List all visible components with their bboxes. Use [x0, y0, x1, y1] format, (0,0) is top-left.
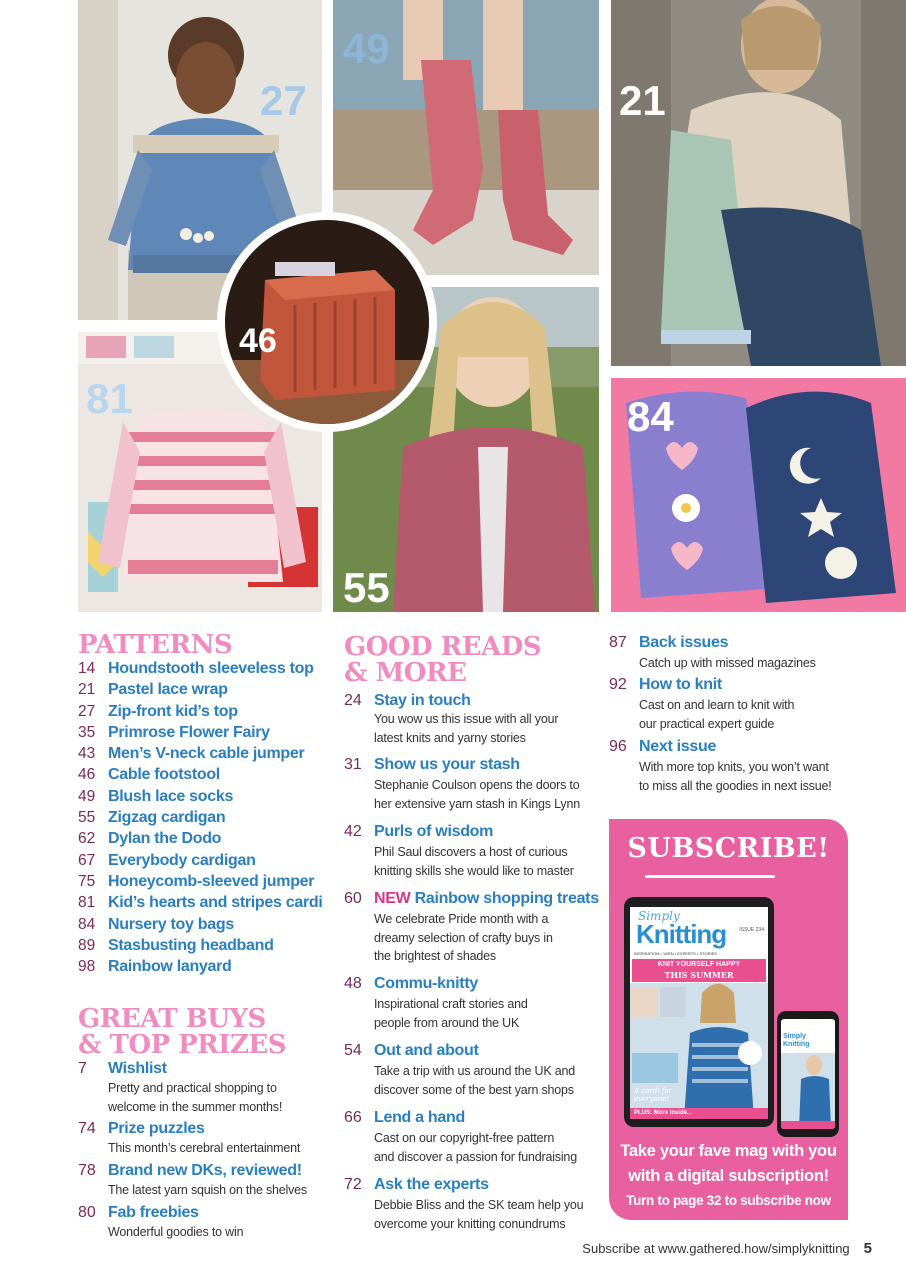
item-title: Next issue	[639, 738, 717, 755]
great-buys-heading	[78, 1006, 286, 1058]
magazine-tagline: INSPIRATION • YARN • EXPERTS • STORIES	[634, 951, 717, 956]
item-title: Purls of wisdom	[374, 823, 494, 840]
item-desc	[374, 1196, 583, 1233]
pattern-title: Kid’s hearts and stripes cardi	[108, 894, 323, 912]
pattern-item[interactable]	[78, 724, 328, 745]
photo-toy-bags	[611, 378, 906, 612]
pattern-title: Nursery toy bags	[108, 915, 234, 933]
item-desc	[374, 1129, 577, 1166]
pattern-page: 27	[78, 702, 96, 720]
item-desc-line: Cast on and learn to knit with	[639, 698, 795, 712]
item-title: Brand new DKs, reviewed!	[108, 1162, 302, 1179]
new-label: NEW	[374, 890, 411, 907]
pattern-item[interactable]	[78, 703, 328, 724]
item-desc-line: Pretty and practical shopping to	[108, 1081, 277, 1095]
item-desc-line: Stephanie Coulson opens the doors to	[374, 778, 580, 792]
item-desc-line: latest knits and yarny stories	[374, 730, 526, 745]
item-desc	[374, 710, 558, 747]
item-desc	[108, 1223, 243, 1242]
page-number-55: 55	[343, 564, 390, 611]
subscribe-line2: with a digital subscription!	[628, 1167, 829, 1185]
item-page: 74	[78, 1120, 96, 1137]
item-desc	[639, 696, 794, 733]
pattern-item[interactable]	[78, 830, 328, 851]
item-page: 7	[78, 1060, 87, 1077]
item-desc	[374, 843, 574, 880]
item-title: Show us your stash	[374, 756, 520, 773]
phone-screen	[781, 1019, 835, 1129]
pattern-title: Zigzag cardigan	[108, 809, 226, 827]
item-page: 48	[344, 975, 362, 992]
item-title: Out and about	[374, 1042, 479, 1059]
item-title	[374, 890, 599, 908]
pattern-item[interactable]	[78, 745, 328, 766]
page-number-49: 49	[343, 25, 390, 72]
item-page: 80	[78, 1204, 96, 1221]
item-page: 87	[609, 634, 627, 651]
pattern-page: 49	[78, 787, 96, 805]
item-desc-line: Wonderful goodies to win	[108, 1225, 244, 1239]
item-desc-line: You wow us this issue with all your	[374, 712, 559, 726]
subscribe-line3[interactable]: Turn to page 32 to subscribe now	[626, 1193, 831, 1208]
item-desc-line: Take a trip with us around the UK and	[374, 1064, 576, 1078]
item-desc-line: Debbie Bliss and the SK team help you	[374, 1198, 584, 1212]
pattern-page: 67	[78, 851, 96, 869]
item-title-text: Rainbow shopping treats	[414, 890, 599, 907]
photo-footstool	[217, 212, 437, 432]
pattern-page: 84	[78, 915, 96, 933]
patterns-heading: PATTERNS	[78, 630, 233, 660]
good-reads-heading	[344, 634, 541, 686]
pattern-item[interactable]	[78, 681, 328, 702]
pattern-page: 55	[78, 809, 96, 827]
pattern-title: Pastel lace wrap	[108, 681, 228, 699]
phone-device	[777, 1011, 839, 1137]
good-reads-heading-line2: & MORE	[344, 658, 467, 688]
item-page: 42	[344, 823, 362, 840]
subscribe-url[interactable]: Subscribe at www.gathered.how/simplyknitting	[582, 1241, 850, 1256]
pattern-item[interactable]	[78, 809, 328, 830]
tablet-device	[624, 897, 774, 1127]
pattern-page: 14	[78, 660, 96, 677]
item-desc-line: Inspirational craft stories and	[374, 997, 528, 1011]
item-title: Stay in touch	[374, 692, 471, 709]
pattern-item[interactable]	[78, 916, 328, 937]
magazine-cover-plus: PLUS: More inside...	[630, 1108, 768, 1119]
item-desc-line: her extensive yarn stash in Kings Lynn	[374, 796, 580, 811]
cover-line2: THIS SUMMER	[664, 970, 734, 980]
page-number-84: 84	[627, 393, 674, 440]
item-desc-line: Phil Saul discovers a host of curious	[374, 845, 568, 859]
page-number-81: 81	[86, 375, 133, 422]
pattern-item[interactable]	[78, 660, 328, 681]
item-desc-line: our practical expert guide	[639, 716, 775, 731]
pattern-page: 75	[78, 872, 96, 890]
pattern-title: Cable footstool	[108, 766, 220, 784]
pattern-title: Stasbusting headband	[108, 936, 274, 954]
page-number-46: 46	[239, 322, 277, 360]
item-desc-line: Cast on our copyright-free pattern	[374, 1131, 555, 1145]
pattern-title: Everybody cardigan	[108, 851, 256, 869]
pattern-item[interactable]	[78, 958, 328, 979]
pattern-item[interactable]	[78, 788, 328, 809]
item-desc	[374, 776, 580, 813]
pattern-item[interactable]	[78, 852, 328, 873]
page-number: 5	[863, 1240, 872, 1257]
item-title: How to knit	[639, 676, 722, 693]
item-desc	[108, 1079, 282, 1116]
pattern-title: Blush lace socks	[108, 787, 234, 805]
pattern-item[interactable]	[78, 873, 328, 894]
magazine-cover-line	[632, 959, 766, 982]
item-desc	[374, 910, 553, 966]
item-desc	[374, 1062, 575, 1099]
phone-magazine-title: Simply Knitting	[783, 1033, 810, 1048]
great-buys-heading-line2: & TOP PRIZES	[78, 1030, 287, 1060]
item-page: 96	[609, 738, 627, 755]
item-desc	[639, 758, 832, 795]
item-title: Wishlist	[108, 1060, 167, 1077]
item-page: 78	[78, 1162, 96, 1179]
item-page: 60	[344, 890, 362, 907]
item-desc-line: people from around the UK	[374, 1015, 520, 1030]
decorative-yarn-line	[645, 875, 775, 878]
pattern-item[interactable]	[78, 766, 328, 787]
item-desc-line: We celebrate Pride month with a	[374, 912, 549, 926]
item-title: Lend a hand	[374, 1109, 465, 1126]
item-desc-line: dreamy selection of crafty buys in	[374, 930, 553, 945]
item-page: 72	[344, 1176, 362, 1193]
pattern-page: 89	[78, 936, 96, 954]
subscribe-line1: Take your fave mag with you	[620, 1142, 837, 1160]
pattern-title: Primrose Flower Fairy	[108, 723, 270, 741]
pattern-title: Houndstooth sleeveless top	[108, 660, 314, 677]
pattern-title: Zip-front kid’s top	[108, 702, 238, 720]
item-desc-line: to miss all the goodies in next issue!	[639, 778, 832, 793]
item-desc-line: and discover a passion for fundraising	[374, 1149, 577, 1164]
item-desc-line: knitting skills she would like to master	[374, 863, 574, 878]
item-desc-line: discover some of the best yarn shops	[374, 1082, 574, 1097]
item-page: 54	[344, 1042, 362, 1059]
good-reads-heading-line1: GOOD READS	[344, 632, 542, 662]
item-page: 24	[344, 692, 362, 709]
item-desc	[639, 654, 816, 673]
magazine-cover	[630, 907, 768, 1119]
item-page: 31	[344, 756, 362, 773]
item-desc-line: With more top knits, you won’t want	[639, 760, 829, 774]
subscribe-heading: SUBSCRIBE!	[627, 833, 830, 864]
item-desc	[108, 1181, 307, 1200]
pattern-item[interactable]	[78, 894, 328, 915]
page-number-27: 27	[260, 77, 307, 124]
cover-line1: KNIT YOURSELF HAPPY	[657, 961, 741, 968]
patterns-list	[78, 660, 328, 979]
item-desc-line: welcome in the summer months!	[108, 1099, 283, 1114]
item-title: Ask the experts	[374, 1176, 489, 1193]
item-desc-line: The latest yarn squish on the shelves	[108, 1183, 307, 1197]
pattern-page: 43	[78, 745, 96, 763]
item-desc-line: Catch up with missed magazines	[639, 656, 816, 670]
page-footer	[582, 1240, 872, 1257]
item-desc-line: This month’s cerebral entertainment	[108, 1141, 301, 1155]
pattern-page: 21	[78, 681, 96, 699]
item-desc	[108, 1139, 300, 1158]
item-desc-line: the brightest of shades	[374, 949, 496, 963]
subscribe-panel[interactable]	[609, 819, 848, 1220]
pattern-title: Honeycomb-sleeved jumper	[108, 872, 315, 890]
photo-wrap	[611, 0, 906, 366]
magazine-title-simply: Simply	[638, 909, 680, 923]
item-desc	[374, 995, 528, 1032]
pattern-title: Dylan the Dodo	[108, 830, 222, 848]
pattern-title: Men’s V-neck cable jumper	[108, 745, 305, 763]
item-title: Prize puzzles	[108, 1120, 205, 1137]
item-page: 92	[609, 676, 627, 693]
magazine-cover-cardi: A cardi for everyone!	[634, 1087, 672, 1103]
pattern-page: 98	[78, 958, 96, 976]
pattern-item[interactable]	[78, 937, 328, 958]
pattern-title: Rainbow lanyard	[108, 958, 232, 976]
item-desc-line: overcome your knitting conundrums	[374, 1216, 566, 1231]
item-title: Fab freebies	[108, 1204, 199, 1221]
magazine-issue: ISSUE 234	[739, 927, 764, 933]
great-buys-heading-line1: GREAT BUYS	[78, 1004, 266, 1034]
item-title: Back issues	[639, 634, 729, 651]
page-number-21: 21	[619, 77, 666, 124]
item-page: 66	[344, 1109, 362, 1126]
pattern-page: 35	[78, 723, 96, 741]
pattern-page: 62	[78, 830, 96, 848]
item-title: Commu-knitty	[374, 975, 478, 992]
phone-cover-image	[781, 1053, 835, 1129]
pattern-page: 46	[78, 766, 96, 784]
pattern-page: 81	[78, 894, 96, 912]
magazine-title-knitting: Knitting	[636, 919, 727, 949]
